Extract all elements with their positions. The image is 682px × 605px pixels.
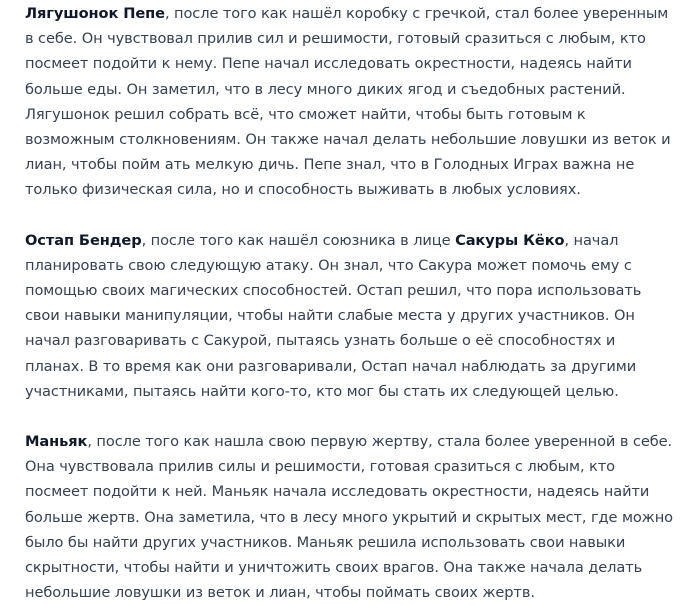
character-name-pepe: Лягушонок Пепе: [25, 5, 165, 22]
paragraph-text: , после того как нашёл союзника в лице: [141, 231, 456, 249]
character-name-sakura: Сакуры Кёко: [455, 231, 565, 249]
character-name-ostap: Остап Бендер: [25, 231, 142, 249]
paragraph-text: , начал планировать свою следующую атаку. Он знал, что Сакура может помочь ему с помощью своих магических способностей. Остап решил, что пора использовать свои навыки манипуляции, чтобы найти слабые места у других участников. Он начал разговаривать с Сакурой, пытаясь узнать больше о её способностях и планах. В то время как они разговаривали, Остап начал наблюдать за другими участниками, пытаясь найти кого-то, кто мог бы стать их следующей целью.: [25, 231, 642, 400]
paragraph-text: , после того как нашёл коробку с гречкой, стал более уверенным в себе. Он чувствовал прилив сил и решимости, готовый сразиться с любым, кто посмеет подойти к нему. Пепе начал исследовать окрестности, надеясь найти больше еды. Он заметил, что в лесу много диких ягод и съедобных растений. Лягушонок решил собрать всё, что сможет найти, чтобы быть готовым к возможным столкновениям. Он также начал делать небольшие ловушки из веток и лиан, чтобы пойм ать мелкую дичь. Пепе знал, что в Голодных Играх важна не только физическая сила, но и способность выживать в любых условиях.: [25, 5, 671, 199]
paragraph-pepe: [25, 0, 674, 203]
paragraph-text: , после того как нашла свою первую жертву, стала более уверенной в себе. Она чувствовала прилив силы и решимости, готовая сразиться с любым, кто посмеет подойти к ней. Маньяк начала исследовать окрестности, надеясь найти больше жертв. Она заметила, что в лесу много укрытий и скрытых мест, где можно было бы найти других участников. Маньяк решила использовать свои навыки скрытности, чтобы найти и уничтожить своих врагов. Она также начала делать небольшие ловушки из веток и лиан, чтобы поймать своих жертв.: [25, 433, 674, 602]
paragraph-maniac: [25, 429, 674, 605]
paragraph-ostap: [25, 228, 674, 404]
character-name-maniac: Маньяк: [25, 433, 88, 451]
